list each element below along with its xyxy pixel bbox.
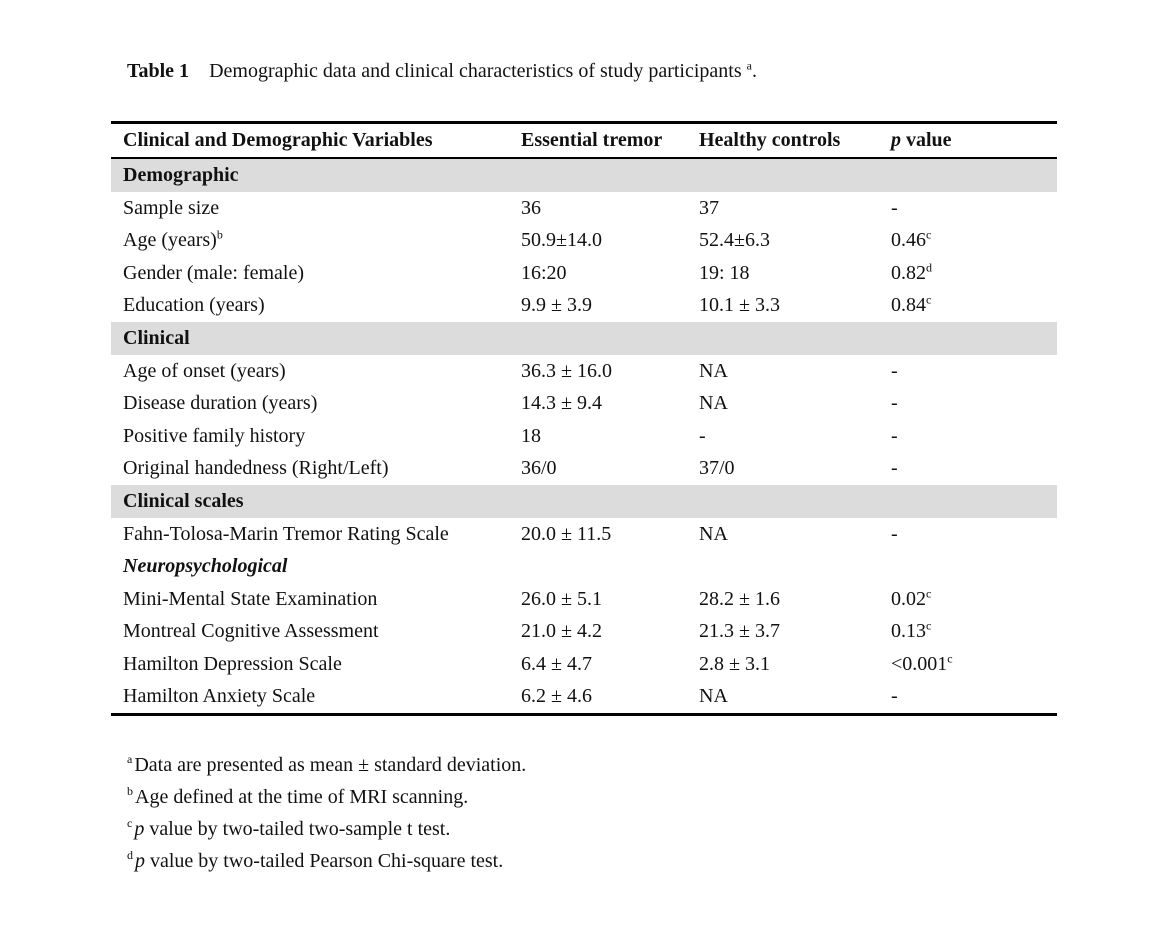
table-row <box>111 583 1057 616</box>
variable-cell <box>111 257 511 290</box>
variable-footnote-mark: b <box>216 227 223 242</box>
healthy-controls-cell: 37/0 <box>699 457 735 480</box>
header-healthy-controls: Healthy controls <box>699 129 841 151</box>
table-row <box>111 257 1057 290</box>
table-footnotes <box>127 750 526 878</box>
variable-cell <box>111 388 511 421</box>
p-value-footnote-mark: c <box>947 651 953 666</box>
p-value: 0.02 <box>891 587 926 610</box>
healthy-controls-cell: 2.8 ± 3.1 <box>699 652 770 675</box>
footnote <box>127 814 526 846</box>
healthy-controls-cell: NA <box>699 392 728 415</box>
table-row <box>111 518 1057 551</box>
section-heading: Demographic <box>111 158 1057 192</box>
footnote-text: Data are presented as mean ± standard deviation. <box>134 754 527 776</box>
table-row <box>111 225 1057 258</box>
p-value-cell <box>881 225 1057 258</box>
footnote-mark: b <box>127 784 133 799</box>
healthy-controls-cell: NA <box>699 685 728 708</box>
table-row <box>111 681 1057 715</box>
p-value-cell <box>881 518 1057 551</box>
p-value: 0.13 <box>891 620 926 643</box>
essential-tremor-cell: 20.0 ± 11.5 <box>521 522 612 545</box>
essential-tremor-cell: 26.0 ± 5.1 <box>521 587 602 610</box>
subsection-row <box>111 551 1057 584</box>
p-value: 0.84 <box>891 294 926 317</box>
variable-cell <box>111 616 511 649</box>
table-header-row <box>111 123 1057 159</box>
variable-cell <box>111 290 511 323</box>
p-value: - <box>891 196 898 219</box>
variable-name: Disease duration (years) <box>123 392 318 415</box>
p-value: <0.001 <box>891 652 948 675</box>
p-value-footnote-mark: c <box>926 227 932 242</box>
table-row <box>111 355 1057 388</box>
p-value-cell <box>881 648 1057 681</box>
p-value-cell <box>881 192 1057 225</box>
table-row <box>111 192 1057 225</box>
p-value-cell <box>881 420 1057 453</box>
caption-end: . <box>751 60 757 82</box>
essential-tremor-cell: 36.3 ± 16.0 <box>521 359 612 382</box>
p-value-footnote-mark: c <box>926 618 932 633</box>
variable-name: Sample size <box>123 196 220 219</box>
header-variables: Clinical and Demographic Variables <box>123 129 433 151</box>
footnote-italic: p <box>135 850 145 872</box>
essential-tremor-cell: 9.9 ± 3.9 <box>521 294 592 317</box>
healthy-controls-cell: 28.2 ± 1.6 <box>699 587 780 610</box>
p-value-cell <box>881 290 1057 323</box>
footnote <box>127 846 526 878</box>
p-value-footnote-mark: c <box>926 586 932 601</box>
p-value-cell <box>881 257 1057 290</box>
table-label: Table 1 <box>127 60 190 82</box>
p-value-cell <box>881 616 1057 649</box>
variable-name: Age of onset (years) <box>123 359 286 382</box>
p-value-footnote-mark: d <box>926 260 932 275</box>
table-row <box>111 616 1057 649</box>
variable-name: Montreal Cognitive Assessment <box>123 620 379 643</box>
section-row <box>111 322 1057 355</box>
variable-cell <box>111 583 511 616</box>
essential-tremor-cell: 18 <box>521 424 541 447</box>
footnote <box>127 782 526 814</box>
p-value-cell <box>881 583 1057 616</box>
healthy-controls-cell: 52.4±6.3 <box>699 229 770 252</box>
header-p-rest: value <box>901 129 952 151</box>
variable-name: Hamilton Anxiety Scale <box>123 685 316 708</box>
p-value: - <box>891 392 898 415</box>
section-row <box>111 158 1057 192</box>
variable-name: Mini-Mental State Examination <box>123 587 378 610</box>
p-value-cell <box>881 681 1057 715</box>
footnote-text: value by two-tailed two-sample t test. <box>144 818 451 840</box>
essential-tremor-cell: 14.3 ± 9.4 <box>521 392 602 415</box>
p-value: 0.46 <box>891 229 926 252</box>
section-heading: Clinical scales <box>111 485 1057 518</box>
table-caption <box>127 60 757 83</box>
p-value-cell <box>881 388 1057 421</box>
variable-name: Hamilton Depression Scale <box>123 652 342 675</box>
footnote-mark: c <box>127 816 133 831</box>
table-body <box>111 158 1057 715</box>
variable-name: Gender (male: female) <box>123 261 305 284</box>
variable-name: Age (years) <box>123 229 217 252</box>
variable-name: Positive family history <box>123 424 306 447</box>
table-row <box>111 420 1057 453</box>
p-value: - <box>891 685 898 708</box>
caption-footnote-mark: a <box>746 58 752 73</box>
table-row <box>111 388 1057 421</box>
footnote <box>127 750 526 782</box>
variable-cell <box>111 420 511 453</box>
section-row <box>111 485 1057 518</box>
healthy-controls-cell: - <box>699 424 706 447</box>
p-value-footnote-mark: c <box>926 292 932 307</box>
footnote-mark: d <box>127 848 133 863</box>
variable-cell <box>111 192 511 225</box>
healthy-controls-cell: NA <box>699 522 728 545</box>
essential-tremor-cell: 50.9±14.0 <box>521 229 602 252</box>
healthy-controls-cell: 19: 18 <box>699 261 750 284</box>
p-value: - <box>891 424 898 447</box>
table-row <box>111 453 1057 486</box>
p-value-cell <box>881 453 1057 486</box>
table-row <box>111 290 1057 323</box>
variable-cell <box>111 518 511 551</box>
demographics-table <box>111 121 1057 716</box>
footnote-text: value by two-tailed Pearson Chi-square test. <box>145 850 504 872</box>
header-p-value <box>881 123 1057 159</box>
healthy-controls-cell: 21.3 ± 3.7 <box>699 620 780 643</box>
essential-tremor-cell: 16:20 <box>521 261 567 284</box>
table-container <box>111 121 1057 716</box>
healthy-controls-cell: 10.1 ± 3.3 <box>699 294 780 317</box>
p-value-cell <box>881 355 1057 388</box>
variable-cell <box>111 225 511 258</box>
section-heading: Clinical <box>111 322 1057 355</box>
variable-name: Fahn-Tolosa-Marin Tremor Rating Scale <box>123 522 449 545</box>
subsection-heading: Neuropsychological <box>123 555 288 578</box>
footnote-italic: p <box>134 818 145 840</box>
variable-cell <box>111 453 511 486</box>
footnote-mark: a <box>127 752 133 767</box>
variable-cell <box>111 681 511 715</box>
healthy-controls-cell: NA <box>699 359 728 382</box>
p-value: 0.82 <box>891 261 926 284</box>
essential-tremor-cell: 21.0 ± 4.2 <box>521 620 602 643</box>
p-value: - <box>891 522 898 545</box>
p-value: - <box>891 457 898 480</box>
header-p-italic: p <box>891 129 901 151</box>
essential-tremor-cell: 6.4 ± 4.7 <box>521 652 592 675</box>
variable-cell <box>111 648 511 681</box>
table-row <box>111 648 1057 681</box>
header-essential-tremor: Essential tremor <box>521 129 663 151</box>
variable-cell <box>111 355 511 388</box>
healthy-controls-cell: 37 <box>699 196 719 219</box>
variable-name: Original handedness (Right/Left) <box>123 457 389 480</box>
essential-tremor-cell: 36 <box>521 196 541 219</box>
footnote-text: Age defined at the time of MRI scanning. <box>135 786 469 808</box>
essential-tremor-cell: 36/0 <box>521 457 557 480</box>
caption-text: Demographic data and clinical characteristics of study participants <box>209 60 747 82</box>
variable-name: Education (years) <box>123 294 265 317</box>
essential-tremor-cell: 6.2 ± 4.6 <box>521 685 592 708</box>
p-value: - <box>891 359 898 382</box>
